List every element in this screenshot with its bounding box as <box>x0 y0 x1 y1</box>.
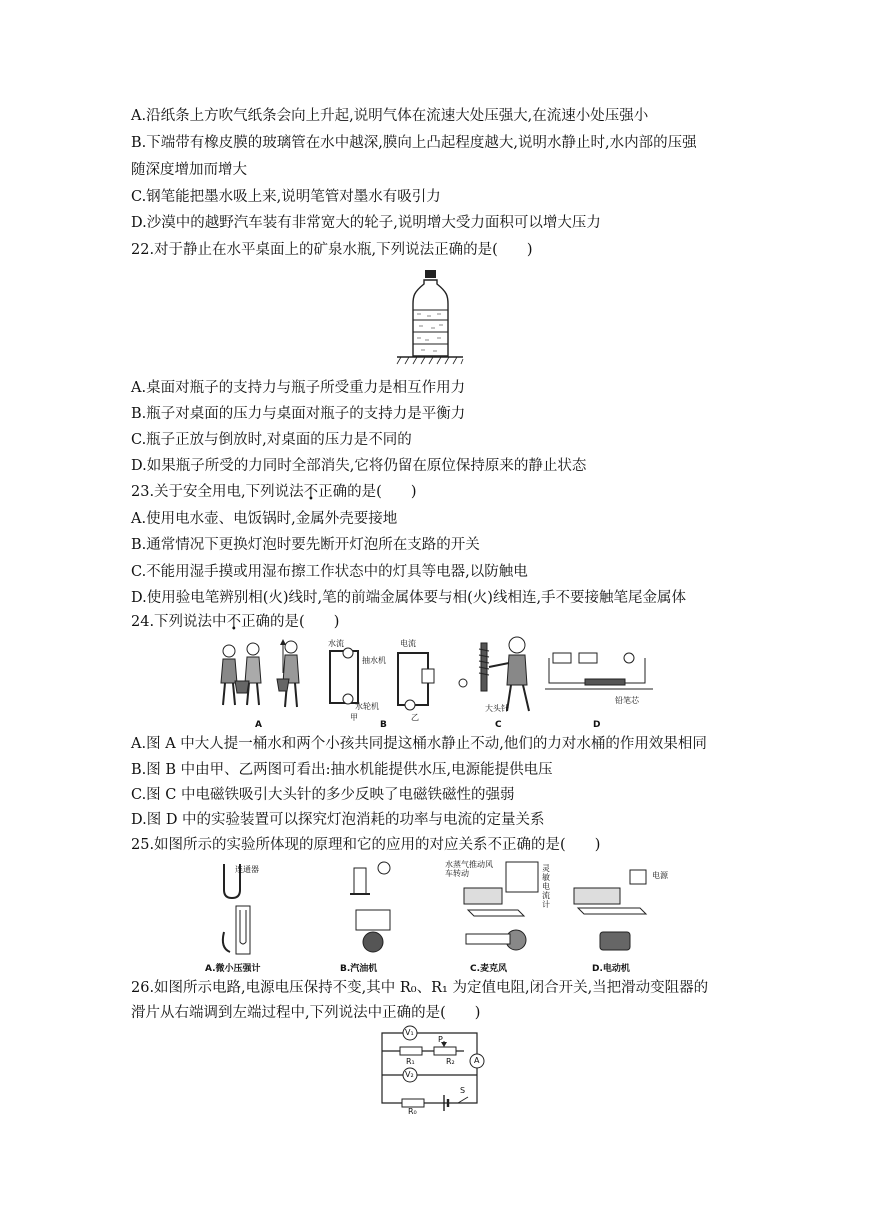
q24-text-qianbixin: 铅笔芯 <box>615 696 639 705</box>
q26-label-r0: R₀ <box>408 1107 417 1116</box>
q24-text-yi: 乙 <box>411 713 419 722</box>
q25-label-a: A.微小压强计 <box>205 964 261 974</box>
q23-stem-emphasis: 不 <box>303 484 319 500</box>
q24-option-c: C.图 C 中电磁铁吸引大头针的多少反映了电磁铁磁性的强弱 <box>131 787 515 803</box>
q25-label-b: B.汽油机 <box>340 964 378 974</box>
q26-circuit-diagram <box>372 1023 497 1115</box>
q21-option-a: A.沿纸条上方吹气纸条会向上升起,说明气体在流速大处压强大,在流速小处压强小 <box>131 108 649 124</box>
q23-option-c: C.不能用湿手摸或用湿布擦工作状态中的灯具等电器,以防触电 <box>131 564 528 580</box>
q26-stem-line1: 26.如图所示电路,电源电压保持不变,其中 R₀、R₁ 为定值电阻,闭合开关,当把滑动变阻器的 <box>131 980 709 996</box>
q23-option-b: B.通常情况下更换灯泡时要先断开灯泡所在支路的开关 <box>131 537 480 553</box>
q24-label-a: A <box>255 720 262 730</box>
q25-text-liantongqi: 连通器 <box>235 865 259 874</box>
water-bottle-figure <box>395 268 465 366</box>
q22-option-a: A.桌面对瓶子的支持力与瓶子所受重力是相互作用力 <box>131 380 466 396</box>
q24-label-b: B <box>380 720 387 730</box>
q25-text-steam: 水蒸气推动风车转动 <box>445 860 493 878</box>
q25-text-lingmin: 灵敏电流计 <box>542 864 550 909</box>
q24-figure-a-people <box>215 633 315 718</box>
q21-option-d: D.沙漠中的越野汽车装有非常宽大的轮子,说明增大受力面积可以增大压力 <box>131 215 601 231</box>
q24-stem-post: 正确的是( ) <box>241 614 340 630</box>
q23-option-a: A.使用电水壶、电饭锅时,金属外壳要接地 <box>131 511 398 527</box>
q24-option-b: B.图 B 中由甲、乙两图可看出:抽水机能提供水压,电源能提供电压 <box>131 762 553 778</box>
q24-stem <box>131 612 339 632</box>
q26-label-v1: V₁ <box>405 1028 414 1037</box>
q24-stem-emphasis: 不 <box>226 614 242 630</box>
q24-text-choushuiji: 抽水机 <box>362 656 386 665</box>
q25-stem: 25.如图所示的实验所体现的原理和它的应用的对应关系不正确的是( ) <box>131 837 601 853</box>
q25-text-dianyuan: 电源 <box>652 871 668 880</box>
q24-text-shuiliu: 水流 <box>328 639 344 648</box>
q26-label-s: S <box>460 1086 466 1095</box>
q24-text-dianliu: 电流 <box>400 639 416 648</box>
q22-stem: 22.对于静止在水平桌面上的矿泉水瓶,下列说法正确的是( ) <box>131 242 533 258</box>
q26-label-r2: R₂ <box>446 1057 455 1066</box>
q23-stem-post: 正确的是( ) <box>318 484 417 500</box>
q25-figure-group <box>200 858 680 974</box>
q21-option-b-line1: B.下端带有橡皮膜的玻璃管在水中越深,膜向上凸起程度越大,说明水静止时,水内部的压强 <box>131 135 697 151</box>
q25-label-c: C.麦克风 <box>470 964 508 974</box>
q24-option-a: A.图 A 中大人提一桶水和两个小孩共同提这桶水静止不动,他们的力对水桶的作用效果相同 <box>131 736 707 752</box>
q23-stem-pre: 23.关于安全用电,下列说法 <box>131 484 304 500</box>
q22-option-d: D.如果瓶子所受的力同时全部消失,它将仍留在原位保持原来的静止状态 <box>131 458 587 474</box>
q23-option-d: D.使用验电笔辨别相(火)线时,笔的前端金属体要与相(火)线相连,手不要接触笔尾金属体 <box>131 590 687 606</box>
q26-label-ammeter: A <box>474 1056 480 1065</box>
q24-text-datouzhen: 大头针 <box>485 704 509 713</box>
q25-label-d: D.电动机 <box>592 964 630 974</box>
q24-label-c: C <box>495 720 502 730</box>
q24-figure-group <box>215 633 655 733</box>
q22-option-b: B.瓶子对桌面的压力与桌面对瓶子的支持力是平衡力 <box>131 406 466 422</box>
q26-label-r1: R₁ <box>406 1057 415 1066</box>
q26-label-v2: V₂ <box>405 1070 414 1079</box>
q22-option-c: C.瓶子正放与倒放时,对桌面的压力是不同的 <box>131 432 412 448</box>
q21-option-c: C.钢笔能把墨水吸上来,说明笔管对墨水有吸引力 <box>131 189 441 205</box>
q24-text-shuilunji: 水轮机 <box>355 702 379 711</box>
q25-figure-b-engine <box>340 858 410 958</box>
q26-stem-line2: 滑片从右端调到左端过程中,下列说法中正确的是( ) <box>131 1005 481 1021</box>
q24-text-jia: 甲 <box>350 713 358 722</box>
q21-option-b-line2: 随深度增加而增大 <box>131 162 247 178</box>
q26-label-p: P <box>438 1035 443 1044</box>
q24-option-d: D.图 D 中的实验装置可以探究灯泡消耗的功率与电流的定量关系 <box>131 812 545 828</box>
q24-label-d: D <box>593 720 601 730</box>
q23-stem <box>131 482 417 502</box>
q24-stem-pre: 24.下列说法中 <box>131 614 227 630</box>
